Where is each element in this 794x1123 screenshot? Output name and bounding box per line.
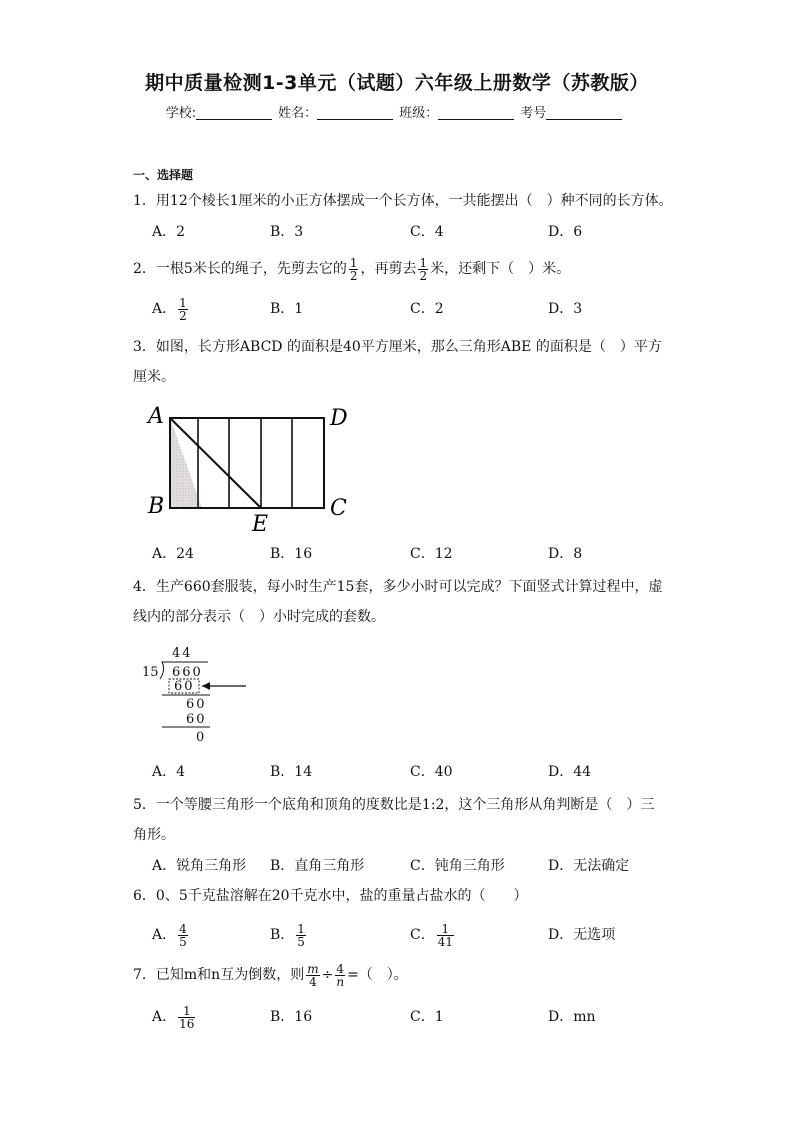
arrow-head bbox=[202, 682, 210, 690]
q1-option-c[interactable]: C．4 bbox=[410, 224, 444, 240]
name-label: 姓名： bbox=[278, 106, 318, 121]
label-b: B bbox=[148, 494, 165, 519]
q1-option-a[interactable]: A．2 bbox=[152, 224, 186, 240]
q6-option-a[interactable]: A． $\frac{4}{5}$ bbox=[152, 921, 187, 949]
question-7 bbox=[133, 960, 673, 990]
section-heading: 一、选择题 bbox=[133, 168, 194, 182]
question-2 bbox=[133, 254, 673, 284]
q7-option-a[interactable]: A． $\frac{1}{16}$ bbox=[152, 1003, 195, 1031]
question-1-options bbox=[152, 217, 672, 247]
label-c: C bbox=[330, 496, 347, 521]
name-blank[interactable] bbox=[317, 105, 393, 120]
number-label: 考号 bbox=[520, 106, 547, 121]
q4-line-2: 线内的部分表示（ ）小时完成的套数。 bbox=[133, 609, 385, 625]
question-3-options bbox=[152, 539, 672, 569]
class-blank[interactable] bbox=[438, 105, 514, 120]
q7-option-b[interactable]: B．16 bbox=[270, 1009, 313, 1025]
label-a: A bbox=[148, 404, 164, 429]
student-info-line bbox=[0, 102, 794, 121]
q4-line-1: 4．生产660套服装，每小时生产15套，多少小时可以完成？下面竖式计算过程中，虚 bbox=[133, 579, 663, 595]
shaded-region bbox=[170, 418, 202, 508]
class-label: 班级： bbox=[399, 106, 439, 121]
q4-option-c[interactable]: C．40 bbox=[410, 764, 453, 780]
division-quotient: 44 bbox=[172, 646, 193, 661]
question-5-options bbox=[152, 851, 672, 881]
number-blank[interactable] bbox=[546, 105, 622, 120]
q2-fraction-2: $\frac{1}{2}$ bbox=[419, 255, 428, 283]
q4-option-b[interactable]: B．14 bbox=[270, 764, 313, 780]
q2-text-post: 米，还剩下（ ）米。 bbox=[430, 261, 571, 277]
division-step-1: 60 bbox=[174, 679, 195, 694]
division-step-2: 60 bbox=[186, 712, 207, 727]
question-7-options bbox=[152, 1002, 672, 1032]
division-dividend: 660 bbox=[172, 665, 203, 680]
question-6-options bbox=[152, 920, 672, 950]
q5-option-c[interactable]: C．钝角三角形 bbox=[410, 858, 505, 874]
q3-option-b[interactable]: B．16 bbox=[270, 546, 313, 562]
q7-fraction-1: $\frac{m}{4}$ bbox=[307, 961, 319, 989]
question-4 bbox=[133, 572, 673, 632]
q3-line-2: 厘米。 bbox=[133, 369, 175, 385]
q3-line-1: 3．如图，长方形ABCD 的面积是40平方厘米，那么三角形ABE 的面积是（ ）平方 bbox=[133, 339, 662, 355]
q4-option-d[interactable]: D．44 bbox=[548, 764, 592, 780]
question-3 bbox=[133, 332, 673, 392]
q7-operator: ÷ bbox=[321, 967, 334, 983]
label-e: E bbox=[252, 512, 269, 533]
q2-text-pre: 2．一根5米长的绳子，先剪去它的 bbox=[133, 261, 347, 277]
q5-line-1: 5．一个等腰三角形一个底角和顶角的度数比是1:2，这个三角形从角判断是（ ）三 bbox=[133, 797, 655, 813]
q7-option-d[interactable]: D．mn bbox=[548, 1009, 596, 1025]
page-title: 期中质量检测1-3单元（试题）六年级上册数学（苏教版） bbox=[145, 72, 649, 94]
question-2-options bbox=[152, 294, 672, 324]
q6-option-b[interactable]: B． $\frac{1}{5}$ bbox=[270, 921, 305, 949]
q7-text-pre: 7．已知m和n互为倒数，则 bbox=[133, 967, 305, 983]
q2-option-c[interactable]: C．2 bbox=[410, 301, 444, 317]
label-d: D bbox=[330, 406, 348, 431]
q2-option-b[interactable]: B．1 bbox=[270, 301, 304, 317]
q5-line-2: 角形。 bbox=[133, 827, 175, 843]
school-blank[interactable] bbox=[196, 105, 272, 120]
q5-option-d[interactable]: D．无法确定 bbox=[548, 858, 630, 874]
division-divisor: 15 bbox=[142, 665, 159, 680]
long-division-figure bbox=[136, 640, 256, 750]
q1-option-b[interactable]: B．3 bbox=[270, 224, 304, 240]
q2-text-mid: ，再剪去 bbox=[360, 261, 417, 277]
division-remainder-1: 60 bbox=[186, 697, 207, 712]
division-remainder-2: 0 bbox=[196, 730, 205, 745]
q1-option-d[interactable]: D．6 bbox=[548, 224, 583, 240]
q2-fraction-1: $\frac{1}{2}$ bbox=[349, 255, 358, 283]
q2-option-d[interactable]: D．3 bbox=[548, 301, 583, 317]
q5-option-a[interactable]: A．锐角三角形 bbox=[152, 858, 247, 874]
q3-option-c[interactable]: C．12 bbox=[410, 546, 453, 562]
q6-option-d[interactable]: D．无选项 bbox=[548, 927, 616, 943]
question-4-options bbox=[152, 757, 672, 787]
q4-option-a[interactable]: A．4 bbox=[152, 764, 186, 780]
q3-option-a[interactable]: A．24 bbox=[152, 546, 194, 562]
question-6: 6．0、5千克盐溶解在20千克水中，盐的重量占盐水的（ ） bbox=[133, 888, 528, 904]
q3-option-d[interactable]: D．8 bbox=[548, 546, 583, 562]
q7-text-post: =（ ）。 bbox=[347, 967, 408, 983]
q6-option-c[interactable]: C． $\frac{1}{41}$ bbox=[410, 921, 453, 949]
question-5 bbox=[133, 790, 673, 850]
rectangle-abcd-figure bbox=[140, 398, 360, 533]
school-label: 学校: bbox=[165, 106, 197, 121]
q7-fraction-2: $\frac{4}{n}$ bbox=[336, 961, 345, 989]
question-1: 1．用12个棱长1厘米的小正方体摆成一个长方体，一共能摆出（ ）种不同的长方体。 bbox=[133, 193, 673, 209]
q2-option-a[interactable]: A． $\frac{1}{2}$ bbox=[152, 295, 187, 323]
q7-option-c[interactable]: C．1 bbox=[410, 1009, 444, 1025]
q5-option-b[interactable]: B．直角三角形 bbox=[270, 858, 365, 874]
